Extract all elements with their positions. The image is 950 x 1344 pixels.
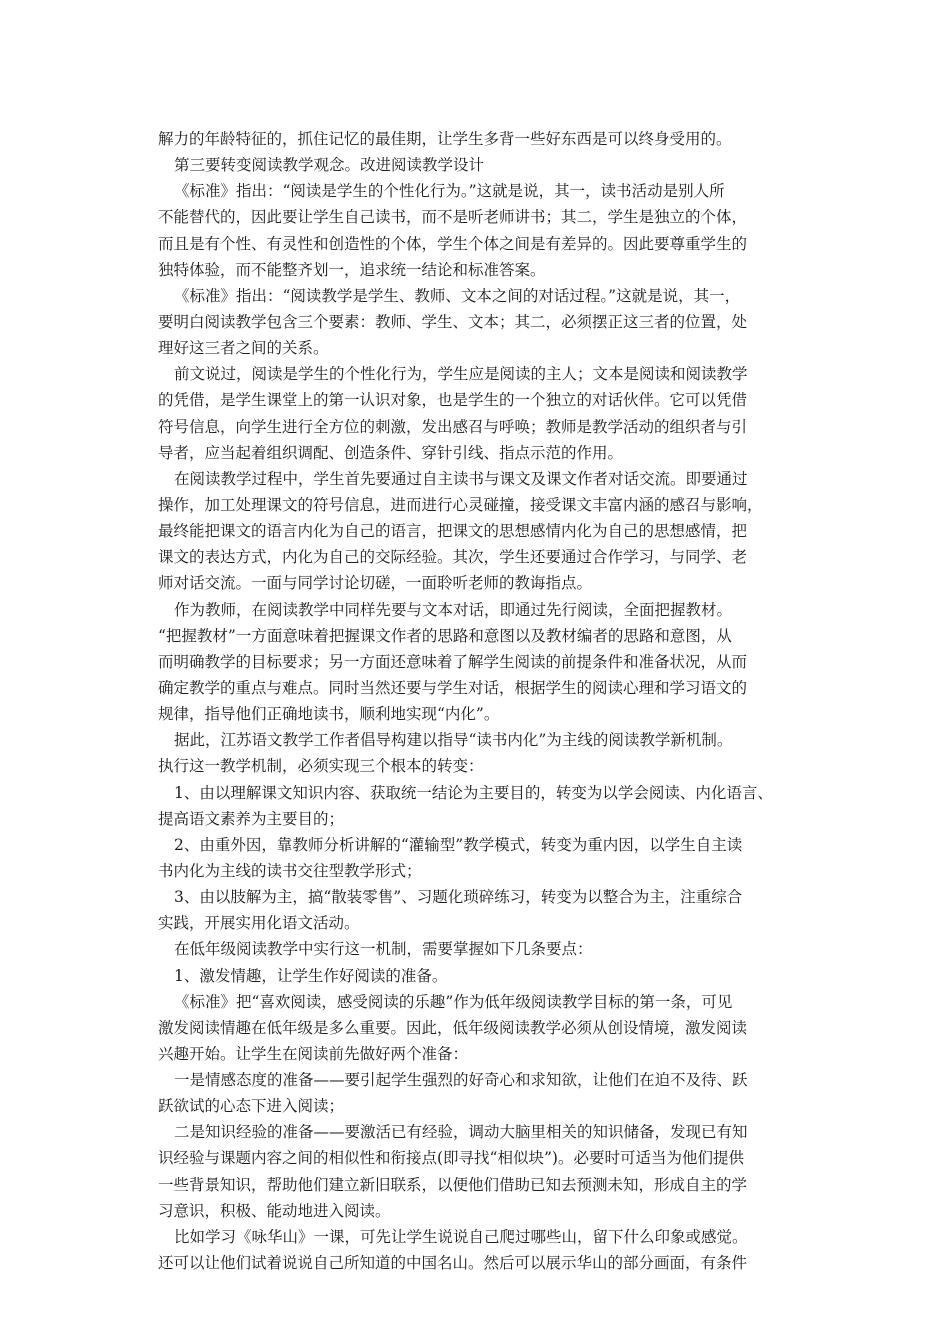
text-line: 而明确教学的目标要求；另一方面还意味着了解学生阅读的前提条件和准备状况，从而 — [158, 652, 748, 671]
text-line: 一些背景知识，帮助他们建立新旧联系，以便他们借助已知去预测未知，形成自主的学 — [158, 1175, 748, 1194]
text-line: 要明白阅读教学包含三个要素：教师、学生、文本；其二，必须摆正这三者的位置，处 — [158, 312, 748, 331]
text-line: 据此，江苏语文教学工作者倡导构建以指导“读书内化”为主线的阅读教学新机制。 — [174, 731, 733, 750]
text-line: “把握教材”一方面意味着把握课文作者的思路和意图以及教材编者的思路和意图，从 — [158, 626, 732, 645]
text-line: 3、由以肢解为主，搞“散装零售”、习题化琐碎练习，转变为以整合为主，注重综合 — [174, 888, 743, 907]
text-line: 书内化为主线的读书交往型教学形式； — [158, 861, 422, 880]
text-line: 1、激发情趣，让学生作好阅读的准备。 — [174, 966, 448, 985]
text-line: 在阅读教学过程中，学生首先要通过自主读书与课文及课文作者对话交流。即要通过 — [174, 469, 748, 488]
document-body — [158, 126, 818, 1276]
text-line: 独特体验，而不能整齐划一，追求统一结论和标准答案。 — [158, 260, 546, 279]
text-line: 符号信息，向学生进行全方位的刺激，发出感召与呼唤；教师是教学活动的组织者与引 — [158, 417, 748, 436]
text-line: 提高语文素养为主要目的； — [158, 809, 345, 828]
text-line: 2、由重外因，靠教师分析讲解的“灌输型”教学模式，转变为重内因，以学生自主读 — [174, 835, 743, 854]
text-line: 《标准》指出：“阅读是学生的个性化行为。”这就是说，其一，读书活动是别人所 — [174, 182, 725, 201]
text-line: 执行这一教学机制，必须实现三个根本的转变： — [158, 757, 484, 776]
text-line: 跃欲试的心态下进入阅读； — [158, 1097, 345, 1116]
text-line: 第三要转变阅读教学观念。改进阅读教学设计 — [174, 156, 485, 175]
text-line: 确定教学的重点与难点。同时当然还要与学生对话，根据学生的阅读心理和学习语文的 — [158, 678, 748, 697]
text-line: 前文说过，阅读是学生的个性化行为，学生应是阅读的主人；文本是阅读和阅读教学 — [174, 365, 748, 384]
text-line: 1、由以理解课文知识内容、获取统一结论为主要目的，转变为以学会阅读、内化语言、 — [174, 783, 773, 802]
text-line: 导者，应当起着组织调配、创造条件、穿针引线、指点示范的作用。 — [158, 443, 624, 462]
text-line: 理好这三者之间的关系。 — [158, 339, 329, 358]
text-line: 作为教师，在阅读教学中同样先要与文本对话，即通过先行阅读，全面把握教材。 — [174, 600, 733, 619]
text-line: 操作，加工处理课文的符号信息，进而进行心灵碰撞，接受课文丰富内涵的感召与影响， — [158, 495, 763, 514]
text-line: 识经验与课题内容之间的相似性和衔接点(即寻找“相似块”)。必要时可适当为他们提供 — [158, 1149, 744, 1168]
text-line: 规律，指导他们正确地读书，顺利地实现“内化”。 — [158, 705, 500, 724]
text-line: 激发阅读情趣在低年级是多么重要。因此，低年级阅读教学必须从创设情境，激发阅读 — [158, 1018, 748, 1037]
text-line: 解力的年龄特征的，抓住记忆的最佳期，让学生多背一些好东西是可以终身受用的。 — [158, 130, 732, 148]
text-line: 还可以让他们试着说说自己所知道的中国名山。然后可以展示华山的部分画面，有条件 — [158, 1254, 748, 1273]
text-line: 在低年级阅读教学中实行这一机制，需要掌握如下几条要点： — [174, 940, 593, 959]
text-line: 比如学习《咏华山》一课，可先让学生说说自己爬过哪些山，留下什么印象或感觉。 — [174, 1227, 748, 1246]
text-line: 的凭借，是学生课堂上的第一认识对象，也是学生的一个独立的对话伙伴。它可以凭借 — [158, 391, 748, 410]
text-line: 兴趣开始。让学生在阅读前先做好两个准备： — [158, 1044, 469, 1063]
text-line: 实践，开展实用化语文活动。 — [158, 914, 360, 933]
text-line: 习意识，积极、能动地进入阅读。 — [158, 1201, 391, 1220]
text-line: 最终能把课文的语言内化为自己的语言，把课文的思想感情内化为自己的思想感情，把 — [158, 522, 748, 541]
text-line: 《标准》把“喜欢阅读，感受阅读的乐趣”作为低年级阅读教学目标的第一条，可见 — [174, 992, 733, 1011]
text-line: 二是知识经验的准备——要激活已有经验，调动大脑里相关的知识储备，发现已有知 — [174, 1123, 748, 1142]
text-line: 《标准》指出：“阅读教学是学生、教师、文本之间的对话过程。”这就是说，其一， — [174, 286, 741, 305]
text-line: 而且是有个性、有灵性和创造性的个体，学生个体之间是有差异的。因此要尊重学生的 — [158, 234, 748, 253]
text-line: 不能替代的，因此要让学生自己读书，而不是听老师讲书；其二，学生是独立的个体， — [158, 208, 748, 227]
text-line: 一是情感态度的准备——要引起学生强烈的好奇心和求知欲，让他们在迫不及待、跃 — [174, 1071, 748, 1090]
text-line: 课文的表达方式，内化为自己的交际经验。其次，学生还要通过合作学习，与同学、老 — [158, 548, 748, 567]
text-line: 师对话交流。一面与同学讨论切磋，一面聆听老师的教诲指点。 — [158, 574, 593, 593]
